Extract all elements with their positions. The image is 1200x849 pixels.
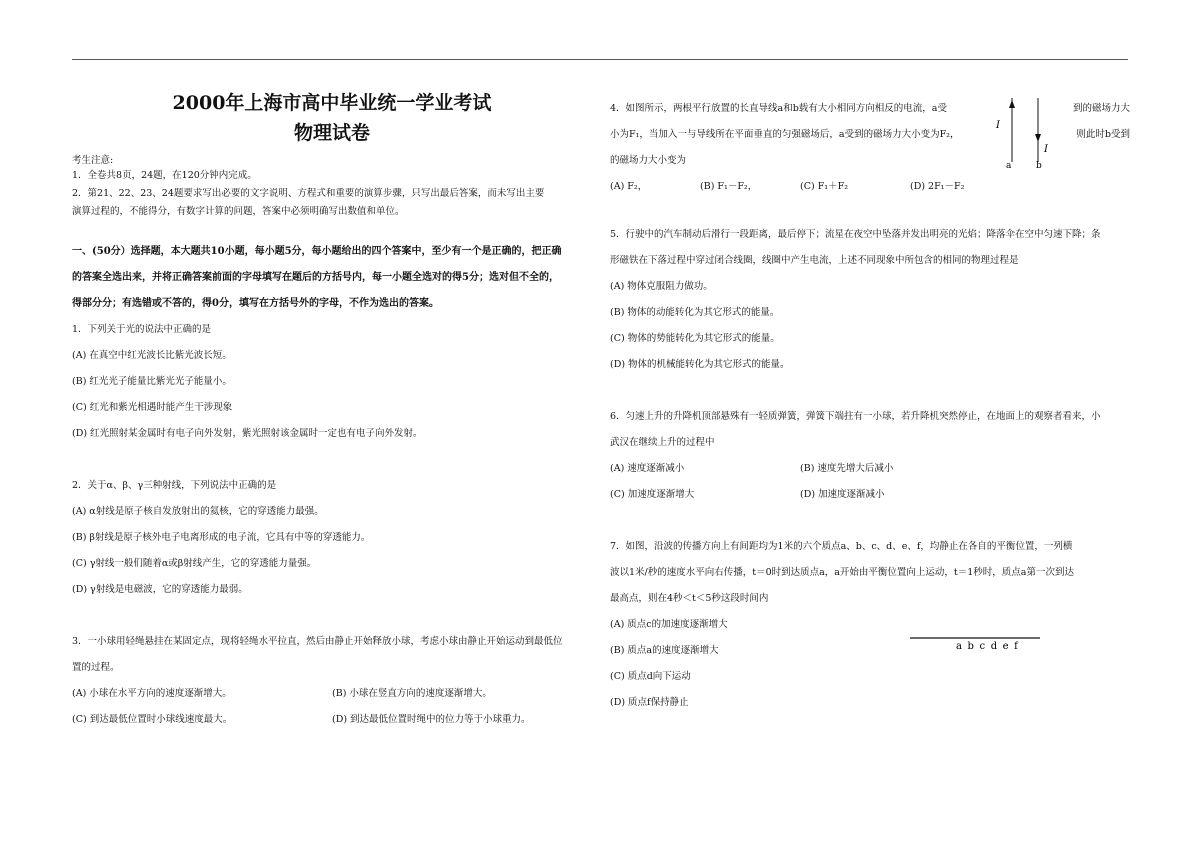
question-6 (610, 404, 1130, 508)
question-stem-cont: 波以1米/秒的速度水平向右传播，t＝0时到达质点a，a开始由平衡位置向上运动，t＝1秒时，质点a第一次到达 (610, 567, 1074, 578)
current-label-b: I (1044, 144, 1048, 155)
arrow-up-icon (1009, 100, 1015, 108)
particle-labels: a b c d e f (956, 641, 1020, 652)
section-instructions: 的答案全选出来，并将正确答案前面的字母填写在题后的方括号内，每一小题全选对的得5分；选对但不全的， (72, 272, 559, 283)
option-a: (A) 小球在水平方向的速度逐渐增大。 (72, 688, 232, 699)
option-d: (D) 加速度逐渐减小 (800, 489, 885, 500)
wire-label-b: b (1036, 161, 1042, 170)
top-rule (72, 59, 1128, 60)
option-b: (B) F₁－F₂， (700, 181, 758, 192)
question-1 (72, 317, 592, 447)
notice-item2-cont: 演算过程的，不能得分，有数字计算的问题，答案中必须明确写出数值和单位。 (72, 206, 405, 217)
option-b: (B) 红光光子能量比紫光光子能量小。 (72, 376, 232, 387)
wire-label-a: a (1006, 161, 1012, 170)
option-c: (C) 红光和紫光相遇时能产生干涉现象 (72, 402, 233, 413)
question-2 (72, 473, 592, 603)
stem-tail-1: 到的磁场力大 (1072, 103, 1130, 114)
notice-item1: 1．全卷共8页，24题，在120分钟内完成。 (72, 170, 257, 181)
question-4 (610, 96, 1130, 200)
option-a: (A) 在真空中红光波长比紫光波长短。 (72, 350, 232, 361)
option-b: (B) 物体的动能转化为其它形式的能量。 (610, 307, 780, 318)
option-a: (A) 质点c的加速度逐渐增大 (610, 619, 728, 630)
option-c: (C) F₁＋F₂ (800, 181, 849, 192)
option-a: (A) α射线是原子核自发放射出的氦核，它的穿透能力最强。 (72, 506, 324, 517)
option-d: (D) 到达最低位置时绳中的位力等于小球重力。 (332, 714, 531, 725)
question-stem-cont: 最高点，则在4秒＜t＜5秒这段时间内 (610, 593, 769, 604)
question-stem-tail (1050, 96, 1130, 148)
left-column (72, 90, 592, 733)
option-b: (B) 小球在竖直方向的速度逐渐增大。 (332, 688, 492, 699)
wave-points-figure (910, 630, 1050, 654)
question-stem: 6．匀速上升的升降机顶部悬殊有一轻质弹簧，弹簧下端拄有一小球，若升降机突然停止，在地面上的观察者看来，小 (610, 411, 1101, 422)
option-c: (C) 到达最低位置时小球线速度最大。 (72, 714, 233, 725)
option-c: (C) γ射线一般们随着α或β射线产生，它的穿透能力量强。 (72, 558, 317, 569)
question-stem-cont: 小为F₁，当加入一与导线所在平面垂直的匀强磁场后，a受到的磁场力大小变为F₂， (610, 129, 960, 140)
parallel-wires-figure (992, 90, 1062, 170)
option-d: (D) 物体的机械能转化为其它形式的能量。 (610, 359, 790, 370)
question-stem: 3．一小球用轻绳悬挂在某固定点，现将轻绳水平拉直，然后由静止开始释放小球，考虑小球由静止开始运动到最低位 (72, 636, 563, 647)
option-a: (A) 速度逐渐减小 (610, 463, 685, 474)
option-c: (C) 物体的势能转化为其它形式的能量。 (610, 333, 780, 344)
current-label-a: I (996, 120, 1000, 131)
option-a: (A) F₂， (610, 181, 648, 192)
option-a: (A) 物体克服阻力做功。 (610, 281, 713, 292)
question-5 (610, 222, 1130, 378)
question-3 (72, 629, 592, 733)
question-stem-cont: 武汉在继续上升的过程中 (610, 437, 715, 448)
option-b: (B) 质点a的速度逐渐增大 (610, 645, 719, 656)
option-d: (D) 红光照射某金属时有电子向外发射，紫光照射该金属时一定也有电子向外发射。 (72, 428, 423, 439)
question-stem: 5．行驶中的汽车制动后滑行一段距离，最后停下；流星在夜空中坠落并发出明亮的光焰；降落伞在空中匀速下降；条 (610, 229, 1101, 240)
exam-subtitle: 物理试卷 (293, 122, 370, 144)
option-b: (B) 速度先增大后减小 (800, 463, 894, 474)
option-d: (D) 质点f保持静止 (610, 697, 689, 708)
exam-title: 2000年上海市高中毕业统一学业考试 (172, 92, 492, 114)
question-7 (610, 534, 1130, 716)
question-stem-cont: 形磁铁在下落过程中穿过闭合线圈，线圈中产生电流，上述不同现象中所包含的相同的物理过程是 (610, 255, 1019, 266)
option-d: (D) 2F₁－F₂ (910, 181, 965, 192)
section-instructions: 得部分分；有选错或不答的，得0分，填写在方括号外的字母，不作为选出的答案。 (72, 298, 439, 309)
question-stem-cont: 置的过程。 (72, 662, 120, 673)
notice-label: 考生注意: (72, 155, 114, 166)
arrow-down-icon (1035, 134, 1041, 142)
option-c: (C) 加速度逐渐增大 (610, 489, 695, 500)
right-column (610, 96, 1130, 716)
question-stem: 1．下列关于光的说法中正确的是 (72, 324, 212, 335)
notice-item2: 2．第21、22、23、24题要求写出必要的文字说明、方程式和重要的演算步骤，只写出最后答案，而未写出主要 (72, 188, 545, 199)
question-stem: 7．如图，沿波的传播方向上有间距均为1米的六个质点a、b、c、d、e、f，均静止在各自的平衡位置，一列横 (610, 541, 1073, 552)
section-instructions: 一、(50分）选择题，本大题共10小题，每小题5分，每小题给出的四个答案中，至少有一个是正确的，把正确 (72, 246, 562, 257)
question-stem: 4．如图所示，两根平行放置的长直导线a和b载有大小相同方向相反的电流，a受 (610, 103, 947, 114)
stem-tail-2: 则此时b受到 (1076, 129, 1130, 140)
option-c: (C) 质点d向下运动 (610, 671, 691, 682)
option-d: (D) γ射线是电磁波，它的穿透能力最弱。 (72, 584, 248, 595)
option-b: (B) β射线是原子核外电子电离形成的电子流，它具有中等的穿透能力。 (72, 532, 371, 543)
question-stem: 2．关于α、β、γ三种射线，下列说法中正确的是 (72, 480, 277, 491)
question-stem-cont: 的磁场力大小变为 (610, 155, 687, 166)
